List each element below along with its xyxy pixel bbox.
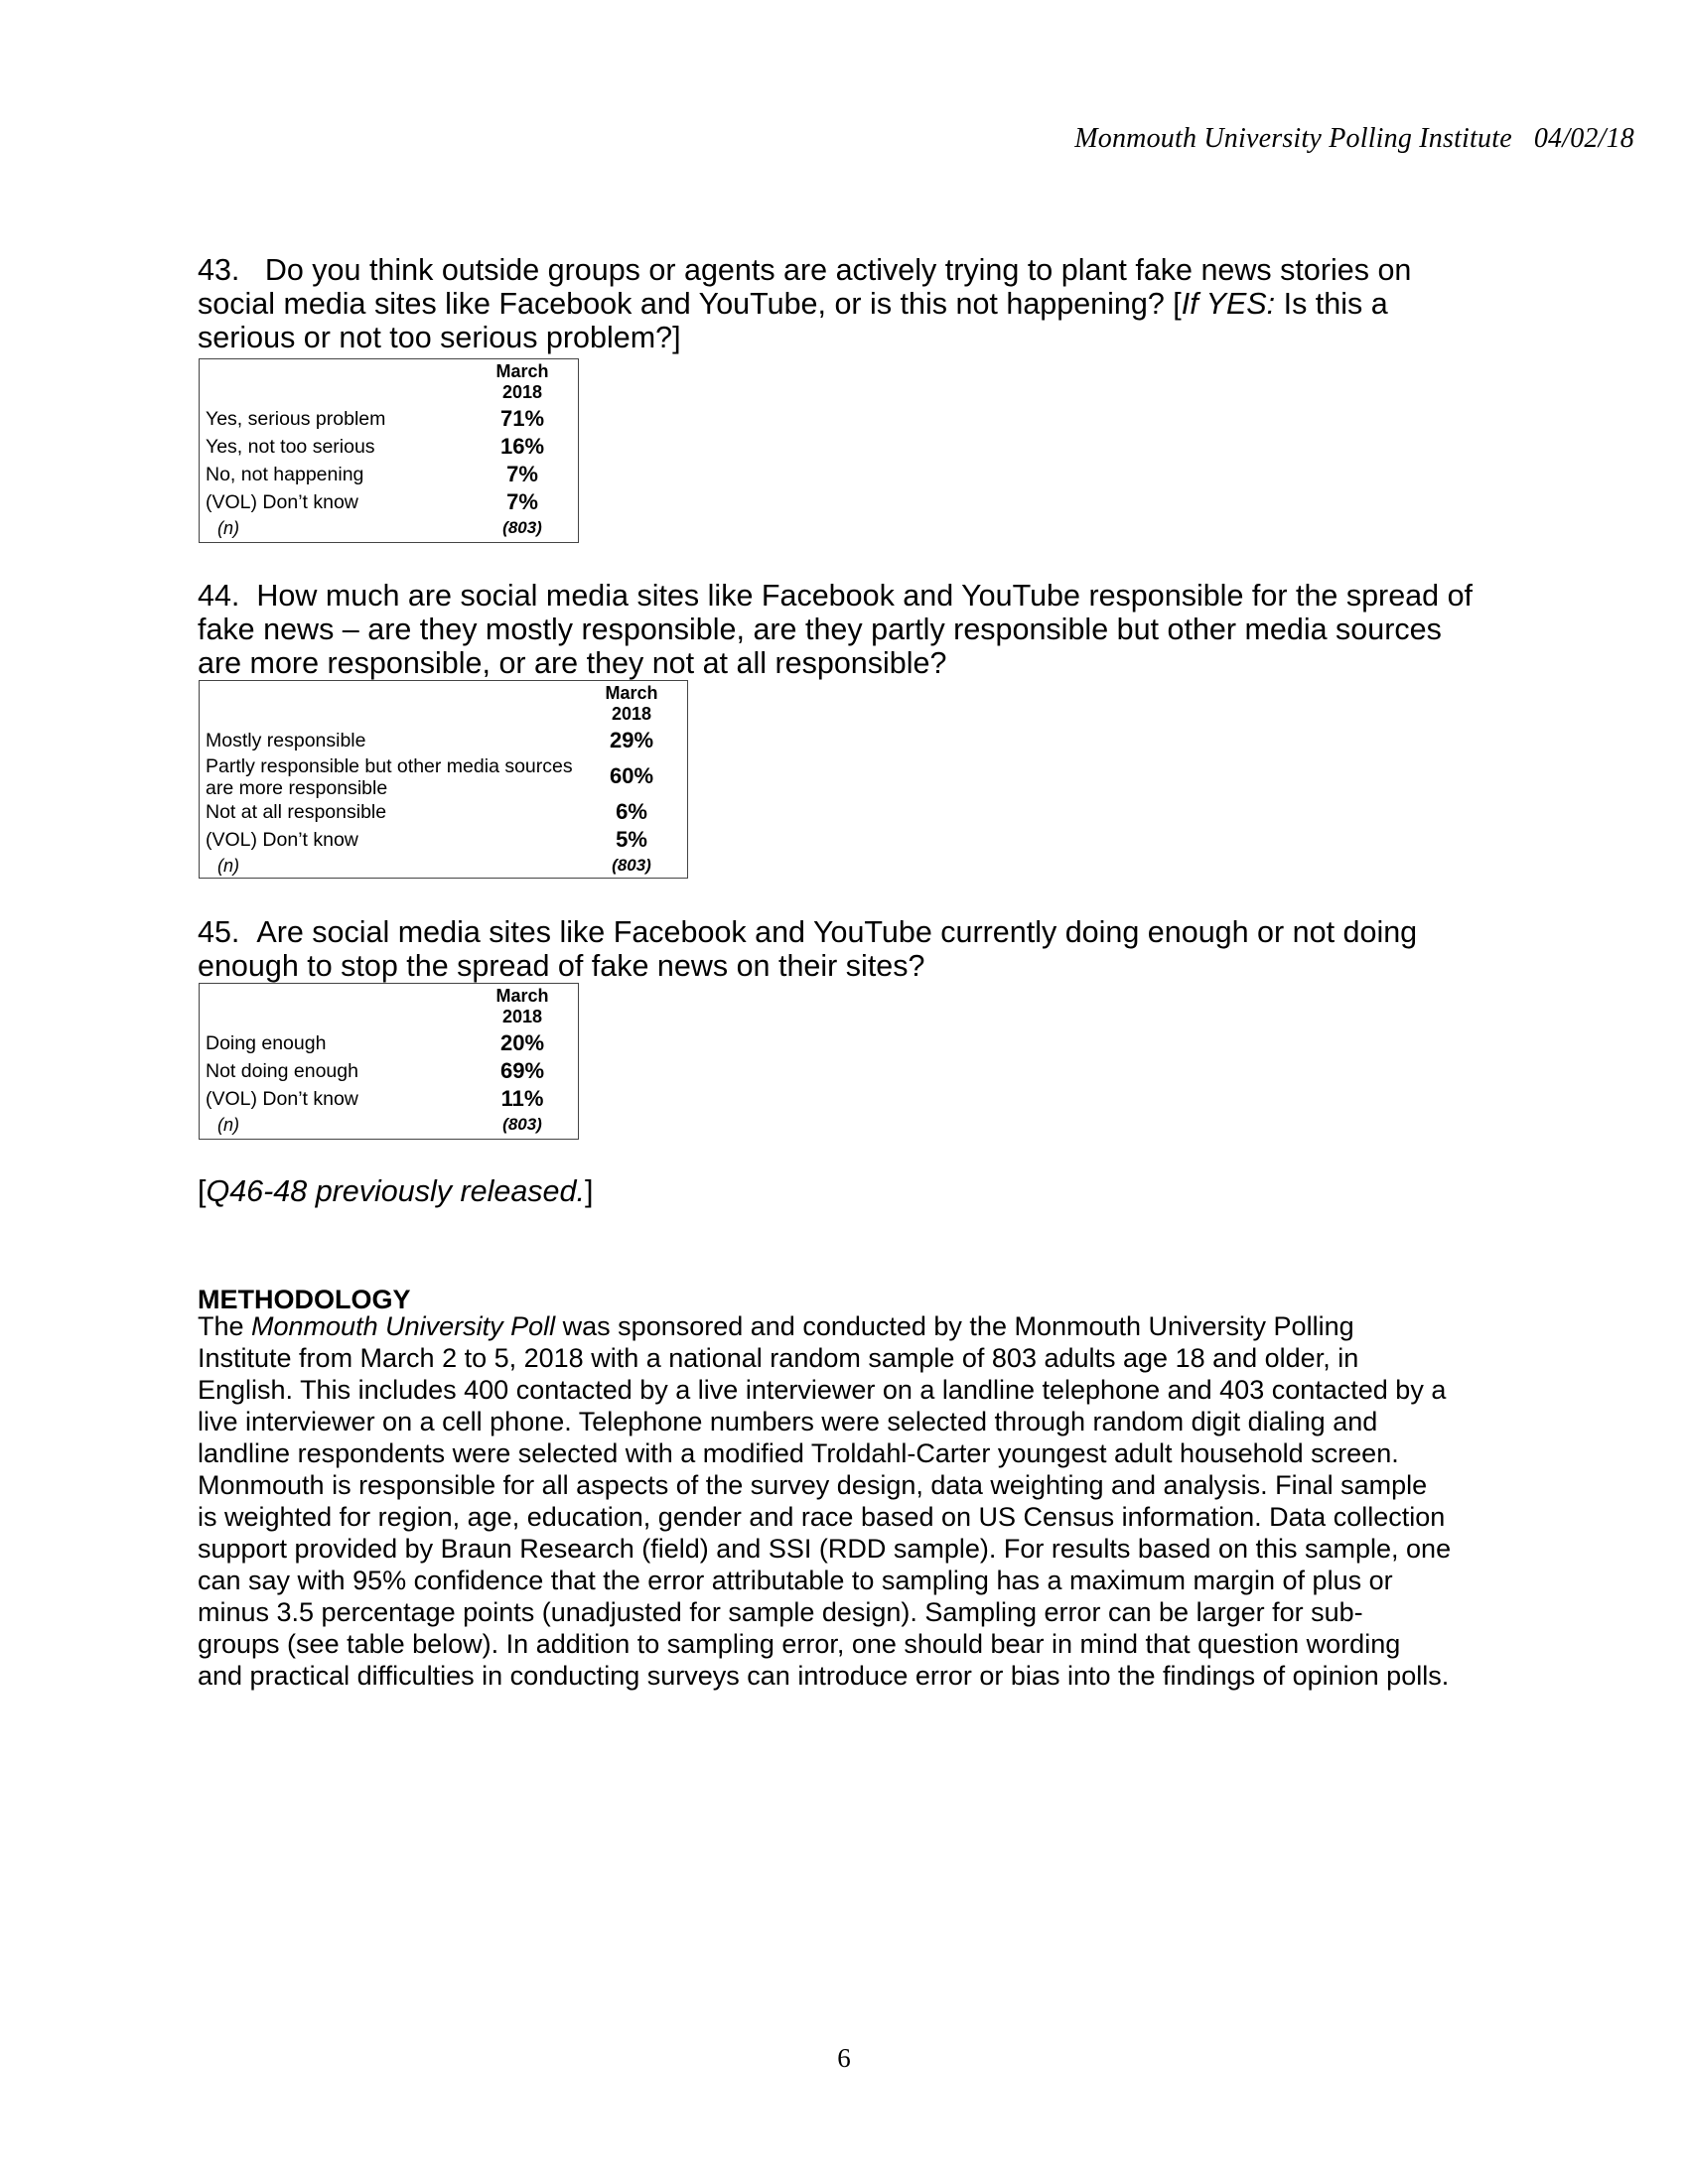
q43-line-3: serious or not too serious problem?] [198, 321, 681, 354]
q43-line-2-end: Is this a [1275, 287, 1388, 321]
table-row [204, 461, 578, 488]
table-row [204, 754, 687, 798]
table-row-n [204, 1111, 578, 1139]
n-label: (n) [217, 518, 239, 538]
row-label: Yes, not too serious [206, 436, 375, 458]
q45-line-1: Are social media sites like Facebook and YouTube currently doing enough or not doing [256, 915, 1418, 949]
row-value: 11% [500, 1086, 544, 1111]
q43-question [198, 253, 1508, 354]
q43-col-header [468, 361, 577, 403]
q44-line-1: How much are social media sites like Facebook and YouTube responsible for the spread of [256, 579, 1474, 613]
row-label: Doing enough [206, 1032, 327, 1054]
table-row [204, 1029, 578, 1057]
row-label: Not at all responsible [206, 801, 387, 823]
table-row-n [204, 852, 687, 880]
header-institute: Monmouth University Polling Institute [1074, 123, 1512, 154]
q44-col-month: March [605, 683, 658, 703]
methodology-line: English. This includes 400 contacted by a live interviewer on a landline telephone and 403 contacted by a [198, 1375, 1447, 1405]
row-value: 20% [499, 1030, 545, 1055]
methodology-line: and practical difficulties in conducting surveys can introduce error or bias into the findings of opinion polls. [198, 1661, 1450, 1691]
q43-line-2-italic: If YES: [1181, 287, 1276, 321]
methodology-body [198, 1310, 1498, 1692]
row-label: (VOL) Don’t know [206, 829, 358, 851]
q44-question [198, 579, 1508, 680]
q45-col-year: 2018 [501, 1007, 543, 1026]
q43-table [199, 358, 579, 543]
table-row [204, 433, 578, 461]
page-number: 6 [837, 2043, 851, 2073]
row-label: Partly responsible but other media sources [206, 755, 573, 777]
n-value: (803) [502, 1115, 542, 1134]
row-value: 71% [499, 406, 545, 431]
q43-col-year: 2018 [501, 382, 543, 402]
row-value: 7% [506, 462, 538, 486]
n-value: (803) [502, 518, 542, 537]
methodology-first-pre: The [198, 1311, 252, 1341]
page-header [1074, 123, 1634, 155]
table-row [204, 727, 687, 754]
methodology-line: landline respondents were selected with a modified Troldahl-Carter youngest adult household screen. [198, 1438, 1399, 1468]
q44-number: 44. [198, 579, 240, 613]
row-label: (VOL) Don’t know [206, 1088, 358, 1110]
row-value: 69% [499, 1058, 545, 1083]
header-date: 04/02/18 [1533, 123, 1634, 154]
note-close-bracket: ] [584, 1174, 594, 1208]
row-label: Yes, serious problem [206, 408, 386, 430]
q44-line-3: are more responsible, or are they not at all responsible? [198, 646, 947, 680]
q44-col-year: 2018 [611, 704, 652, 724]
row-value: 16% [499, 434, 545, 459]
q44-table [199, 680, 688, 879]
q45-number: 45. [198, 915, 240, 949]
q45-col-month: March [495, 986, 549, 1006]
methodology-line: can say with 95% confidence that the error attributable to sampling has a maximum margin of plus or [198, 1566, 1393, 1595]
q43-col-month: March [495, 361, 549, 381]
row-value: 6% [616, 799, 647, 824]
row-value: 60% [609, 763, 654, 788]
q45-col-header [468, 986, 577, 1027]
methodology-line: Monmouth is responsible for all aspects of the survey design, data weighting and analysis. Final sample [198, 1470, 1428, 1500]
methodology-line: live interviewer on a cell phone. Telephone numbers were selected through random digit dialing and [198, 1407, 1378, 1436]
methodology-line: support provided by Braun Research (field) and SSI (RDD sample). For results based on this sample, one [198, 1534, 1452, 1564]
methodology-line: groups (see table below). In addition to sampling error, one should bear in mind that question wording [198, 1629, 1401, 1659]
methodology-first-post: was sponsored and conducted by the Monmouth University Polling [555, 1311, 1354, 1341]
row-value: 7% [506, 489, 538, 514]
row-label: Mostly responsible [206, 730, 366, 751]
note-text: Q46-48 previously released. [206, 1174, 585, 1208]
methodology-line: minus 3.5 percentage points (unadjusted for sample design). Sampling error can be larger for sub- [198, 1597, 1363, 1627]
q45-table [199, 983, 579, 1140]
row-value: 5% [616, 827, 647, 852]
methodology-line: is weighted for region, age, education, gender and race based on US Census information. Data collection [198, 1502, 1446, 1532]
table-row [204, 488, 578, 516]
note-open-bracket: [ [198, 1174, 207, 1208]
table-row [204, 405, 578, 433]
q43-line-2: social media sites like Facebook and YouTube, or is this not happening? [ [198, 287, 1182, 321]
row-label: Not doing enough [206, 1060, 358, 1082]
table-row [204, 1057, 578, 1085]
row-label: (VOL) Don’t know [206, 491, 358, 513]
methodology-line: Institute from March 2 to 5, 2018 with a national random sample of 803 adults age 18 and older, in [198, 1343, 1359, 1373]
row-value: 29% [609, 728, 654, 752]
q43-line-1: Do you think outside groups or agents are actively trying to plant fake news stories on [264, 253, 1412, 287]
q45-line-2: enough to stop the spread of fake news on their sites? [198, 949, 925, 983]
previously-released-note [198, 1174, 593, 1209]
n-label: (n) [217, 856, 239, 876]
methodology-poll-name: Monmouth University Poll [251, 1311, 556, 1341]
n-value: (803) [612, 856, 651, 875]
table-row-n [204, 514, 578, 542]
table-row [204, 826, 687, 854]
row-label-continued: are more responsible [206, 777, 388, 799]
q45-question [198, 915, 1508, 983]
q44-line-2: fake news – are they mostly responsible, are they partly responsible but other media sources [198, 613, 1442, 646]
row-label: No, not happening [206, 464, 364, 485]
table-row [204, 1085, 578, 1113]
q44-col-header [577, 683, 686, 725]
methodology-line [198, 1310, 1498, 1342]
q43-number: 43. [198, 253, 240, 287]
n-label: (n) [217, 1115, 239, 1135]
table-row [204, 798, 687, 826]
methodology-title: METHODOLOGY [198, 1285, 411, 1314]
